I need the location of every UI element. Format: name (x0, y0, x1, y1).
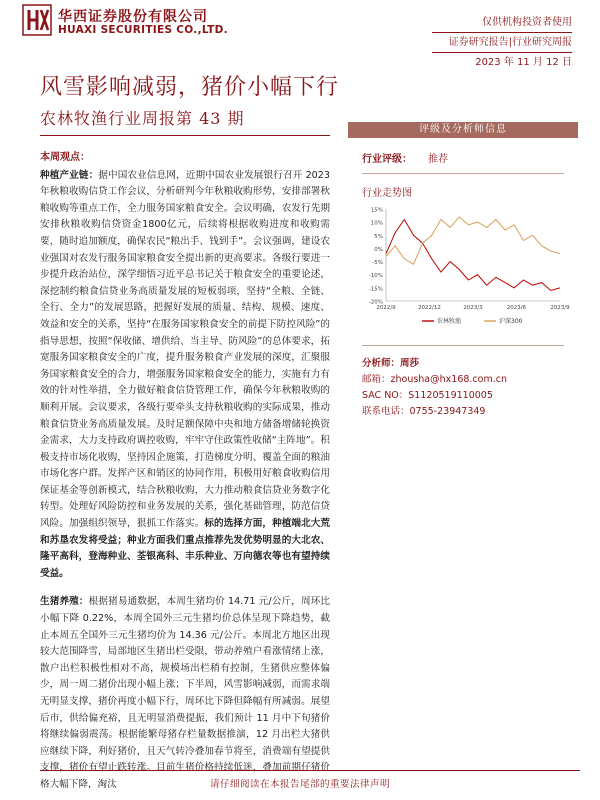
sidebar-header: 评级及分析师信息 (348, 122, 578, 138)
analyst-name: 周莎 (400, 358, 420, 369)
y-tick-label: -20% (368, 299, 383, 306)
series-line-1 (386, 217, 560, 264)
company-name-en: HUAXI SECURITIES CO.,LTD. (58, 24, 228, 36)
y-tick-label: 0% (374, 246, 383, 253)
paragraph-lead: 生猪养殖： (40, 596, 89, 608)
report-title: 风雪影响减弱，猪价小幅下行 (40, 75, 340, 100)
analyst-sac: SAC NO：S1120519110005 (362, 390, 493, 401)
report-subtitle: 农林牧渔行业周报第 43 期 (40, 109, 245, 128)
y-tick-label: 5% (374, 233, 383, 240)
y-tick-label: -15% (368, 286, 383, 293)
x-tick-label: 2023/3 (463, 305, 483, 311)
footer-divider (40, 770, 580, 771)
title-divider (40, 135, 330, 136)
analyst-phone: 联系电话：0755-23947349 (362, 406, 486, 417)
sidebar-divider (362, 173, 564, 174)
analyst-info (348, 356, 578, 420)
paragraph-body: 根据猪易通数据，本周生猪均价 14.71 元/公斤，周环比小幅下降 0.22%，本周全国外三元生猪均价总体呈现下降趋势，截止本周五全国外三元生猪均价为 14.36 元/公斤。本周北方地区出现较大范围降雪，局部地区生猪出栏受限，带动养殖户看涨情绪上涨，散户出栏积极性相对不高，规模场出栏稍有控制，生猪供应整体偏少，周一周二猪价出现小幅上涨；下半周，风雪影响减弱，而需求端无明显支撑，猪价再度小幅下行，周环比下降但降幅有所减弱。展望后市，供给偏充裕，且无明显消费提振，我们预计 11 月中下旬猪价将继续偏弱震荡。根据能繁母猪存栏量数据推演，12 月出栏大猪供应继续下降，利好猪价，且天气转冷叠加春节将至，消费端有望提供支撑，猪价有望止跌转涨。目前生猪价格持续低迷，叠加前期仔猪价格大幅下降，淘汰 (40, 596, 331, 790)
x-tick-label: 2022/12 (418, 305, 441, 311)
report-meta (432, 14, 572, 71)
trend-chart (360, 203, 578, 337)
sidebar (348, 122, 578, 420)
main-content (40, 150, 330, 794)
x-tick-label: 2023/9 (550, 305, 570, 311)
y-tick-label: 10% (370, 220, 383, 227)
meta-divider (432, 52, 572, 53)
y-tick-label: -5% (372, 260, 383, 267)
section-heading: 本周观点： (40, 152, 90, 163)
huaxi-logo-icon (22, 4, 52, 36)
y-tick-label: -10% (368, 273, 383, 280)
paragraph-body: 据中国农业信息网，近期中国农业发展银行召开 2023 年秋粮收购信贷工作会议，分析研判今年秋粮收购形势，安排部署秋粮收购等重点工作，全力服务国家粮食安全。会议明确，农发行先期安排秋粮收购信贷资金1800亿元，后续将根据收购进度和收购需要，随时追加额度，确保农民“粮出手、钱到手”。会议强调，建设农业强国对农发行服务国家粮食安全提出新的更高要求。各级行要进一步提升政治站位，深学细悟习近平总书记关于粮食安全的重要论述，深挖制约粮食信贷业务高质量发展的短板弱项，坚持“全粮、全链、全行、全力”的发展思路，把握好发展的质量、结构、规模、速度、效益和安全的关系，坚持“在服务国家粮食安全的前提下防控风险”的指导思想，按照“保收储、增供给、当主导、防风险”的总体要求，拓宽服务国家粮食安全的广度，提升服务粮食产业发展的深度，汇聚服务国家粮食安全的合力，增强服务国家粮食安全的能力，实施有力有效的针对性举措，全力做好粮食信贷管理工作，确保今年秋粮收购的顺利开展。会议要求，各级行要牵头支持秋粮收购的实际成果，推动粮食信贷业务高质量发展。及时足额保障中央和地方储备增储轮换资金需求，大力支持政府调控收购，牢牢守住政策性收储“主阵地”。积极支持市场化收购，坚持因企施策，打造梯度分明、覆盖全面的粮油市场化客户群。发挥产区和销区的协同作用，积极用好粮食收购信用保证基金等创新模式，结合秋粮收购，大力推动粮食信贷业务数字化转型。处理好风险防控和业务发展的关系，强化基础管理，防范信贷风险。加强组织领导，狠抓工作落实。 (40, 169, 330, 530)
paragraph-lead: 种植产业链： (40, 169, 99, 181)
legend-label: 农林牧渔 (437, 318, 462, 325)
sidebar-divider (362, 345, 564, 346)
trend-chart-title: 行业走势图 (362, 188, 412, 199)
company-logo (22, 4, 322, 38)
y-tick-label: 15% (370, 207, 383, 214)
legend-label: 沪深300 (499, 318, 523, 325)
paragraph-hog (40, 594, 330, 793)
report-date: 2023 年 11 月 12 日 (475, 57, 572, 68)
report-type: 证券研究报告|行业研究周报 (448, 37, 572, 48)
x-tick-label: 2023/6 (506, 305, 527, 311)
footer-disclaimer: 请仔细阅读在本报告尾部的重要法律声明 (209, 779, 390, 790)
analyst-label: 分析师： (362, 358, 401, 369)
x-tick-label: 2022/9 (376, 305, 396, 311)
audience-note: 仅供机构投资者使用 (482, 17, 572, 28)
company-name-cn: 华西证券股份有限公司 (58, 9, 208, 25)
industry-rating (348, 150, 578, 165)
rating-value: 推荐 (428, 154, 448, 165)
analyst-email: 邮箱：zhousha@hx168.com.cn (362, 374, 507, 385)
rating-label: 行业评级： (362, 154, 412, 165)
series-line-0 (386, 220, 560, 291)
paragraph-planting (40, 168, 330, 583)
analyst-line (362, 356, 578, 372)
paragraph-recommendation: 标的选择方面，种植端北大荒和苏垦农发将受益；种业方面我们重点推荐先发优势明显的大北农、隆平高科，登海种业、荃银高科、丰乐种业、万向德农等也有望持续受益。 (40, 518, 331, 579)
meta-divider (432, 32, 572, 33)
trend-chart-svg (360, 203, 570, 333)
